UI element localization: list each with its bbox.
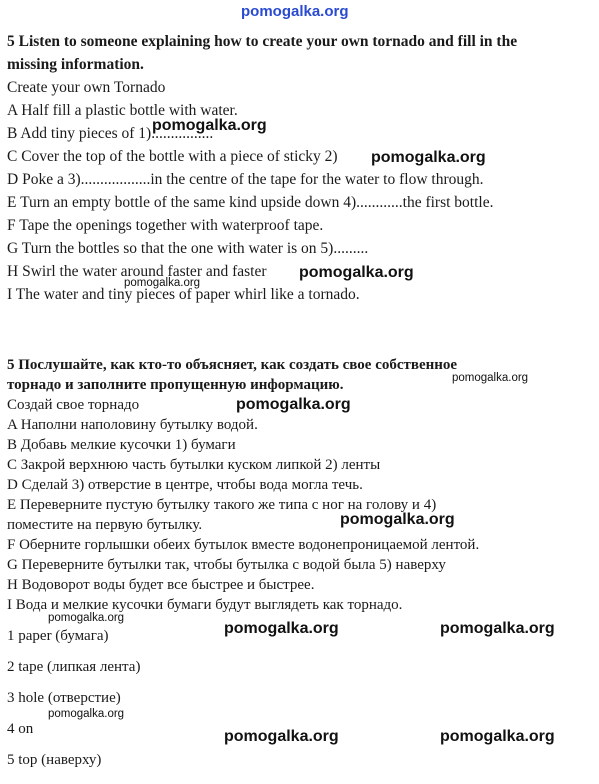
answer-item-1: 1 paper (бумага) [7, 628, 109, 644]
russian-line-g: G Переверните бутылки так, чтобы бутылка с водой была 5) наверху [7, 557, 446, 573]
russian-heading-line1: 5 Послушайте, как кто-то объясняет, как создать свое собственное [7, 357, 458, 373]
english-line-d: D Poke a 3)..................in the centre of the tape for the water to flow through. [7, 171, 484, 188]
english-line-i: I The water and tiny pieces of paper whirl like a tornado. [7, 286, 360, 303]
answer-item-3: 3 hole (отверстие) [7, 690, 121, 706]
english-heading-line2: missing information. [7, 56, 144, 73]
watermark: pomogalka.org [340, 511, 455, 528]
russian-line-a: A Наполни наполовину бутылку водой. [7, 417, 258, 433]
watermark-small: pomogalka.org [48, 708, 125, 720]
watermark-top: pomogalka.org [241, 3, 349, 20]
russian-line-f: F Оберните горлышки обеих бутылок вместе водонепроницаемой лентой. [7, 537, 480, 553]
watermark: pomogalka.org [440, 728, 555, 745]
watermark: pomogalka.org [152, 117, 267, 134]
russian-title: Создай свое торнадо [7, 397, 140, 413]
watermark-small: pomogalka.org [124, 277, 201, 289]
answer-item-5: 5 top (наверху) [7, 752, 102, 768]
russian-line-e: E Переверните пустую бутылку такого же типа с ног на голову и 4) [7, 497, 437, 513]
russian-line-h: H Водоворот воды будет все быстрее и быстрее. [7, 577, 315, 593]
english-line-e: E Turn an empty bottle of the same kind upside down 4)............the first bottle. [7, 194, 494, 211]
watermark-small: pomogalka.org [48, 612, 125, 624]
english-heading-line1: 5 Listen to someone explaining how to create your own tornado and fill in the [7, 33, 518, 50]
russian-line-e-cont: поместите на первую бутылку. [7, 517, 203, 533]
watermark: pomogalka.org [299, 264, 414, 281]
english-line-g: G Turn the bottles so that the one with water is on 5)......... [7, 240, 369, 257]
watermark: pomogalka.org [224, 728, 339, 745]
english-line-c: C Cover the top of the bottle with a piece of sticky 2) [7, 148, 338, 165]
watermark-small: pomogalka.org [452, 372, 529, 384]
watermark: pomogalka.org [440, 620, 555, 637]
english-line-h: H Swirl the water around faster and faster [7, 263, 267, 280]
russian-line-b: B Добавь мелкие кусочки 1) бумаги [7, 437, 236, 453]
russian-heading-line2: торнадо и заполните пропущенную информацию. [7, 377, 344, 393]
english-line-f: F Tape the openings together with waterproof tape. [7, 217, 324, 234]
answer-item-4: 4 on [7, 721, 34, 737]
english-line-b: B Add tiny pieces of 1)................ [7, 125, 214, 142]
watermark: pomogalka.org [371, 149, 486, 166]
watermark: pomogalka.org [236, 396, 351, 413]
russian-line-i: I Вода и мелкие кусочки бумаги будут выглядеть как торнадо. [7, 597, 403, 613]
english-line-a: A Half fill a plastic bottle with water. [7, 102, 238, 119]
english-title: Create your own Tornado [7, 79, 166, 96]
russian-line-c: C Закрой верхнюю часть бутылки куском липкой 2) ленты [7, 457, 381, 473]
watermark: pomogalka.org [224, 620, 339, 637]
answer-item-2: 2 tape (липкая лента) [7, 659, 141, 675]
russian-line-d: D Сделай 3) отверстие в центре, чтобы вода могла течь. [7, 477, 363, 493]
